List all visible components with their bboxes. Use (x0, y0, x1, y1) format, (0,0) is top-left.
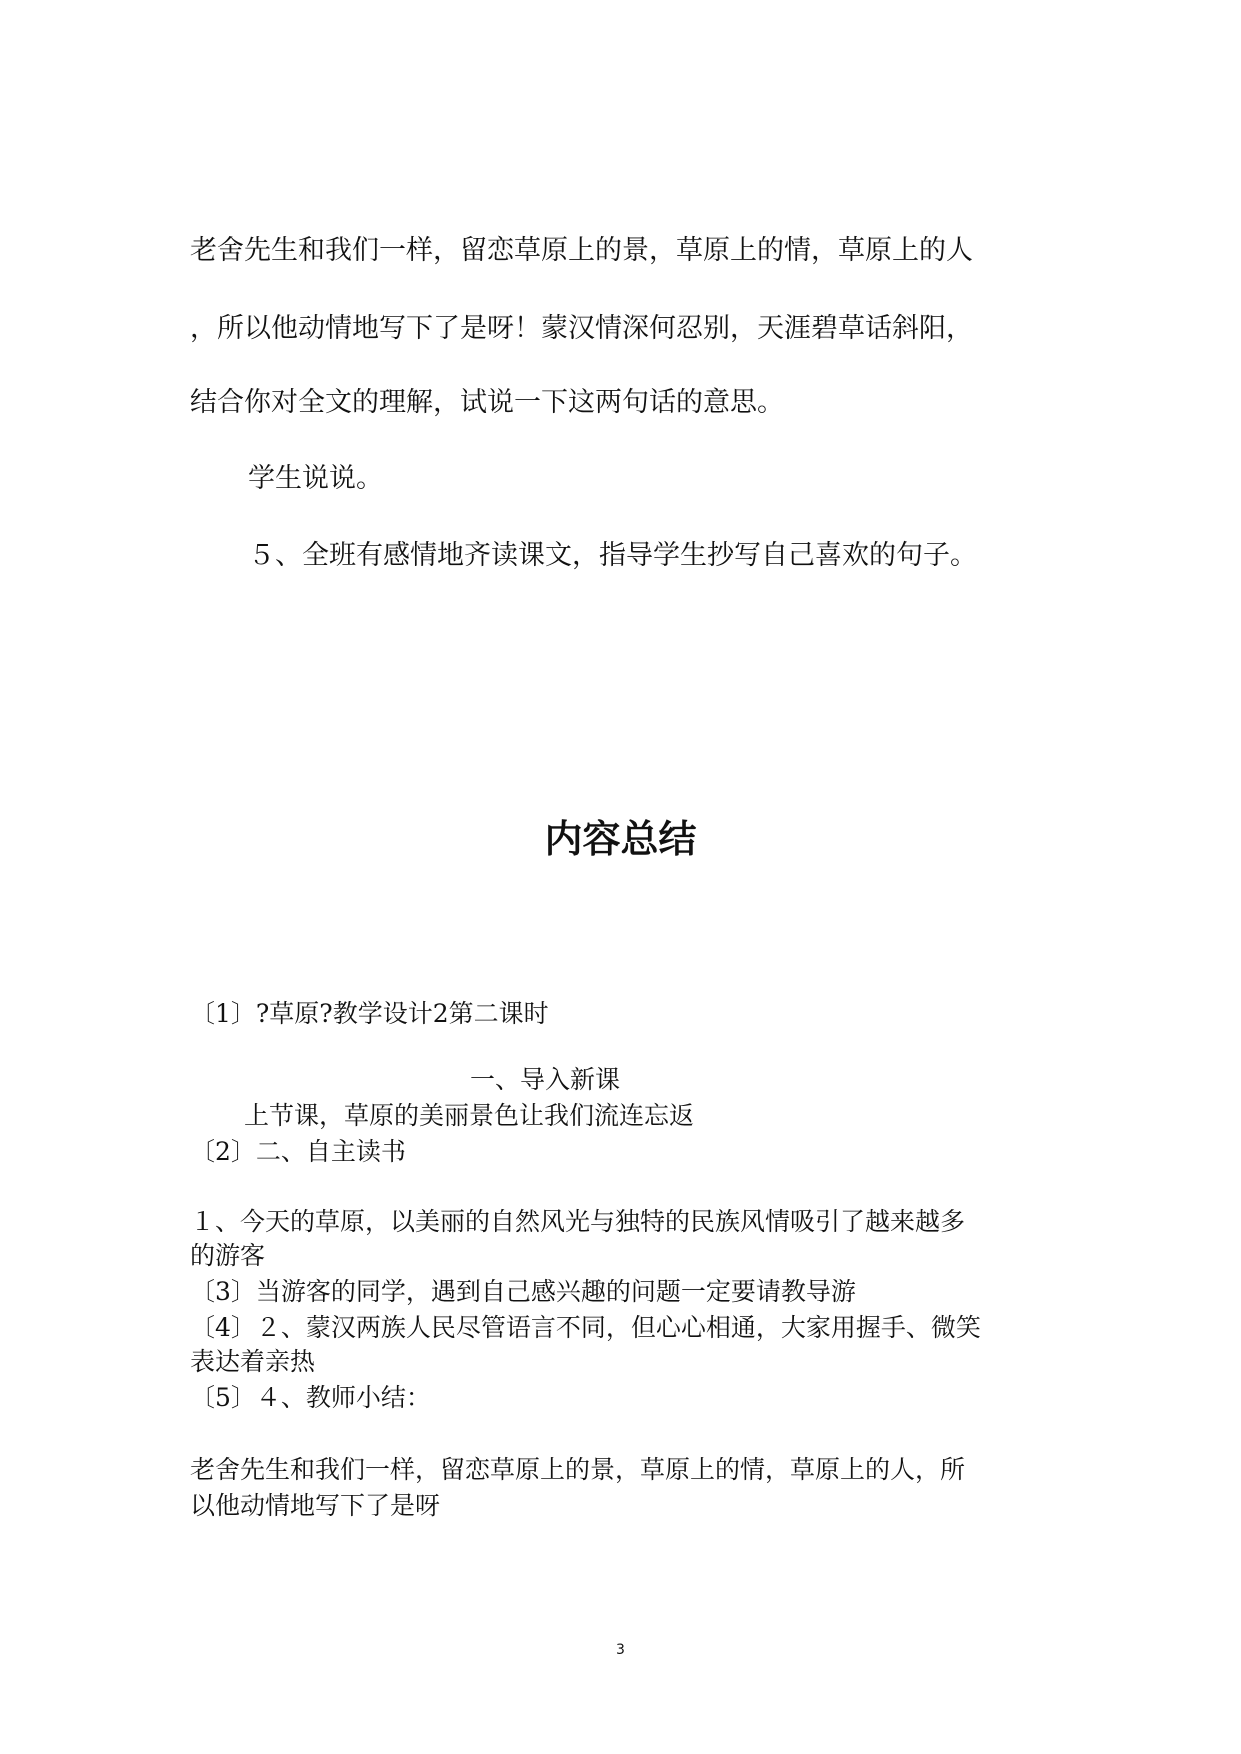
summary-line-10: 〔5〕４、教师小结： (190, 1383, 431, 1412)
summary-line-8: 〔4〕２、蒙汉两族人民尽管语言不同，但心心相通，大家用握手、微笑 (190, 1313, 981, 1342)
summary-line-3: 上节课，草原的美丽景色让我们流连忘返 (244, 1101, 695, 1130)
page-number: 3 (616, 1642, 625, 1658)
body-line-3: 结合你对全文的理解，试说一下这两句话的意思。 (190, 387, 784, 418)
summary-line-2: 一、导入新课 (470, 1065, 621, 1094)
body-line-4: 学生说说。 (248, 463, 383, 494)
summary-line-11: 老舍先生和我们一样，留恋草原上的景，草原上的情，草原上的人，所 (190, 1455, 966, 1484)
summary-line-12: 以他动情地写下了是呀 (190, 1491, 441, 1520)
body-line-1: 老舍先生和我们一样，留恋草原上的景，草原上的情，草原上的人 (190, 235, 973, 266)
summary-line-7: 〔3〕当游客的同学，遇到自己感兴趣的问题一定要请教导游 (190, 1277, 856, 1306)
summary-line-6: 的游客 (190, 1241, 266, 1270)
body-line-2: ，所以他动情地写下了是呀！蒙汉情深何忍别，天涯碧草话斜阳， (190, 313, 973, 344)
summary-line-1: 〔1〕?草原?教学设计2第二课时 (190, 999, 549, 1028)
summary-title: 内容总结 (544, 817, 697, 861)
body-line-5: ５、全班有感情地齐读课文，指导学生抄写自己喜欢的句子。 (248, 540, 977, 571)
summary-line-4: 〔2〕二、自主读书 (190, 1137, 406, 1166)
summary-line-9: 表达着亲热 (190, 1347, 316, 1376)
summary-line-5: １、今天的草原，以美丽的自然风光与独特的民族风情吸引了越来越多 (190, 1207, 966, 1236)
